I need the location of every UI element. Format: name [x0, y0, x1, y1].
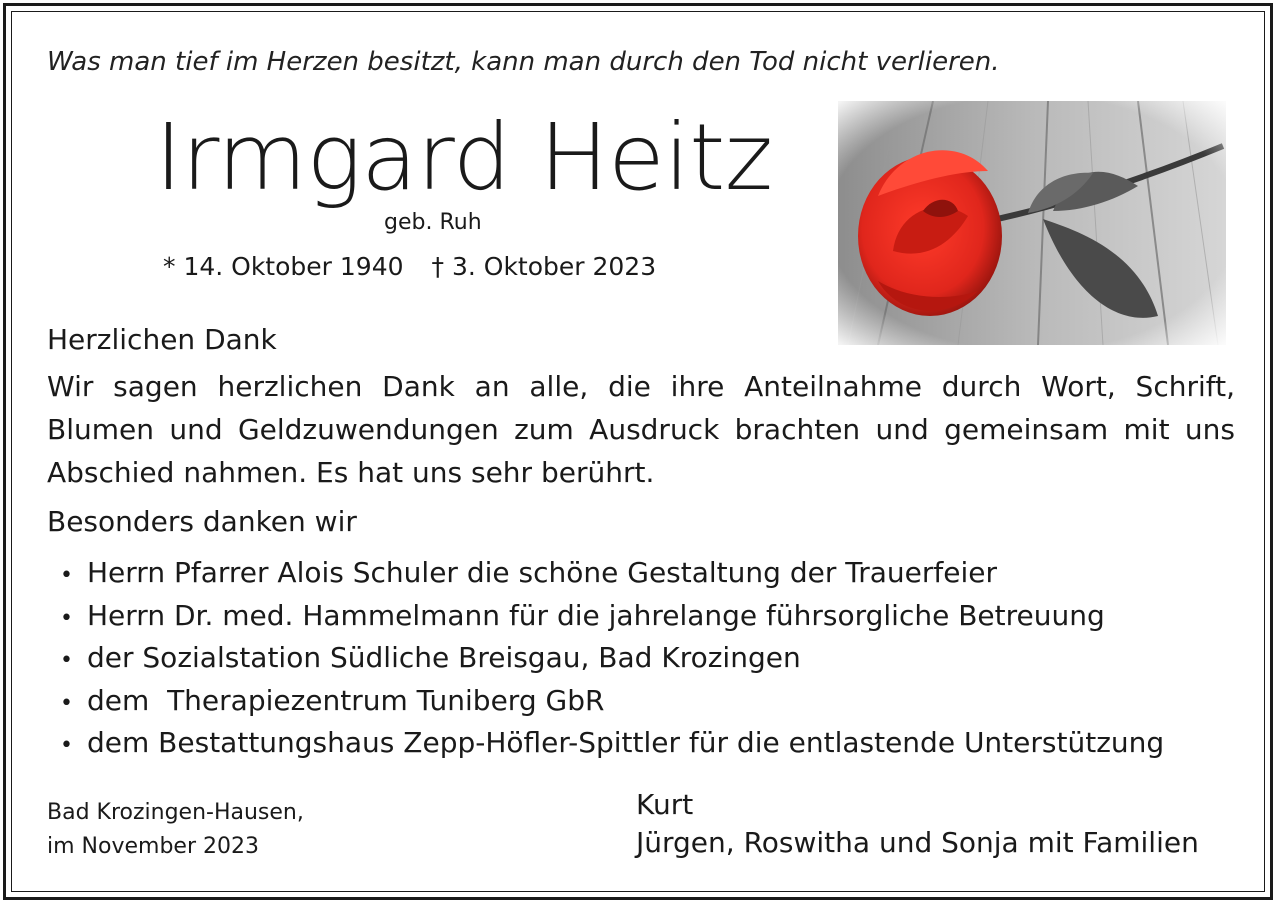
list-item: • Herrn Pfarrer Alois Schuler die schöne Gestaltung der Trauerfeier	[60, 552, 1164, 595]
thanks-heading: Herzlichen Dank	[47, 323, 277, 356]
maiden-name: geb. Ruh	[384, 210, 482, 235]
thanks-paragraph	[47, 365, 1235, 494]
motto-quote: Was man tief im Herzen besitzt, kann man durch den Tod nicht verlieren.	[47, 47, 1000, 77]
deceased-name: Irmgard Heitz	[155, 104, 773, 211]
bullet: •	[60, 563, 73, 588]
signer-family: Jürgen, Roswitha und Sonja mit Familien	[636, 826, 1199, 859]
place-and-date	[47, 796, 304, 864]
special-thanks-heading: Besonders danken wir	[47, 505, 357, 538]
place-line: Bad Krozingen-Hausen,	[47, 800, 304, 825]
signers	[636, 786, 1199, 862]
special-thanks-list	[60, 552, 1164, 765]
birth-date: * 14. Oktober 1940	[163, 252, 404, 281]
death-date: † 3. Oktober 2023	[431, 252, 657, 281]
list-item: • der Sozialstation Südliche Breisgau, Bad Krozingen	[60, 637, 1164, 680]
rose-image	[838, 101, 1226, 345]
date-line: im November 2023	[47, 834, 259, 859]
bullet: •	[60, 690, 73, 716]
bullet: •	[60, 648, 73, 673]
list-item: • dem Bestattungshaus Zepp-Höfler-Spittler für die entlastende Unterstützung	[60, 722, 1164, 765]
list-item: • Herrn Dr. med. Hammelmann für die jahrelange führsorgliche Betreuung	[60, 595, 1164, 638]
thanks-line: Wir sagen herzlichen Dank an alle, die ihre Anteilnahme durch Wort, Schrift,	[47, 370, 1235, 403]
life-dates	[163, 252, 656, 281]
thanks-line: Blumen und Geldzuwendungen zum Ausdruck brachten und gemeinsam mit uns	[47, 413, 1235, 446]
bullet: •	[60, 605, 73, 631]
thanks-line: Abschied nahmen. Es hat uns sehr berührt.	[47, 456, 655, 489]
list-item: • dem Therapiezentrum Tuniberg GbR	[60, 680, 1164, 723]
signer-primary: Kurt	[636, 788, 694, 821]
bullet: •	[60, 733, 73, 758]
